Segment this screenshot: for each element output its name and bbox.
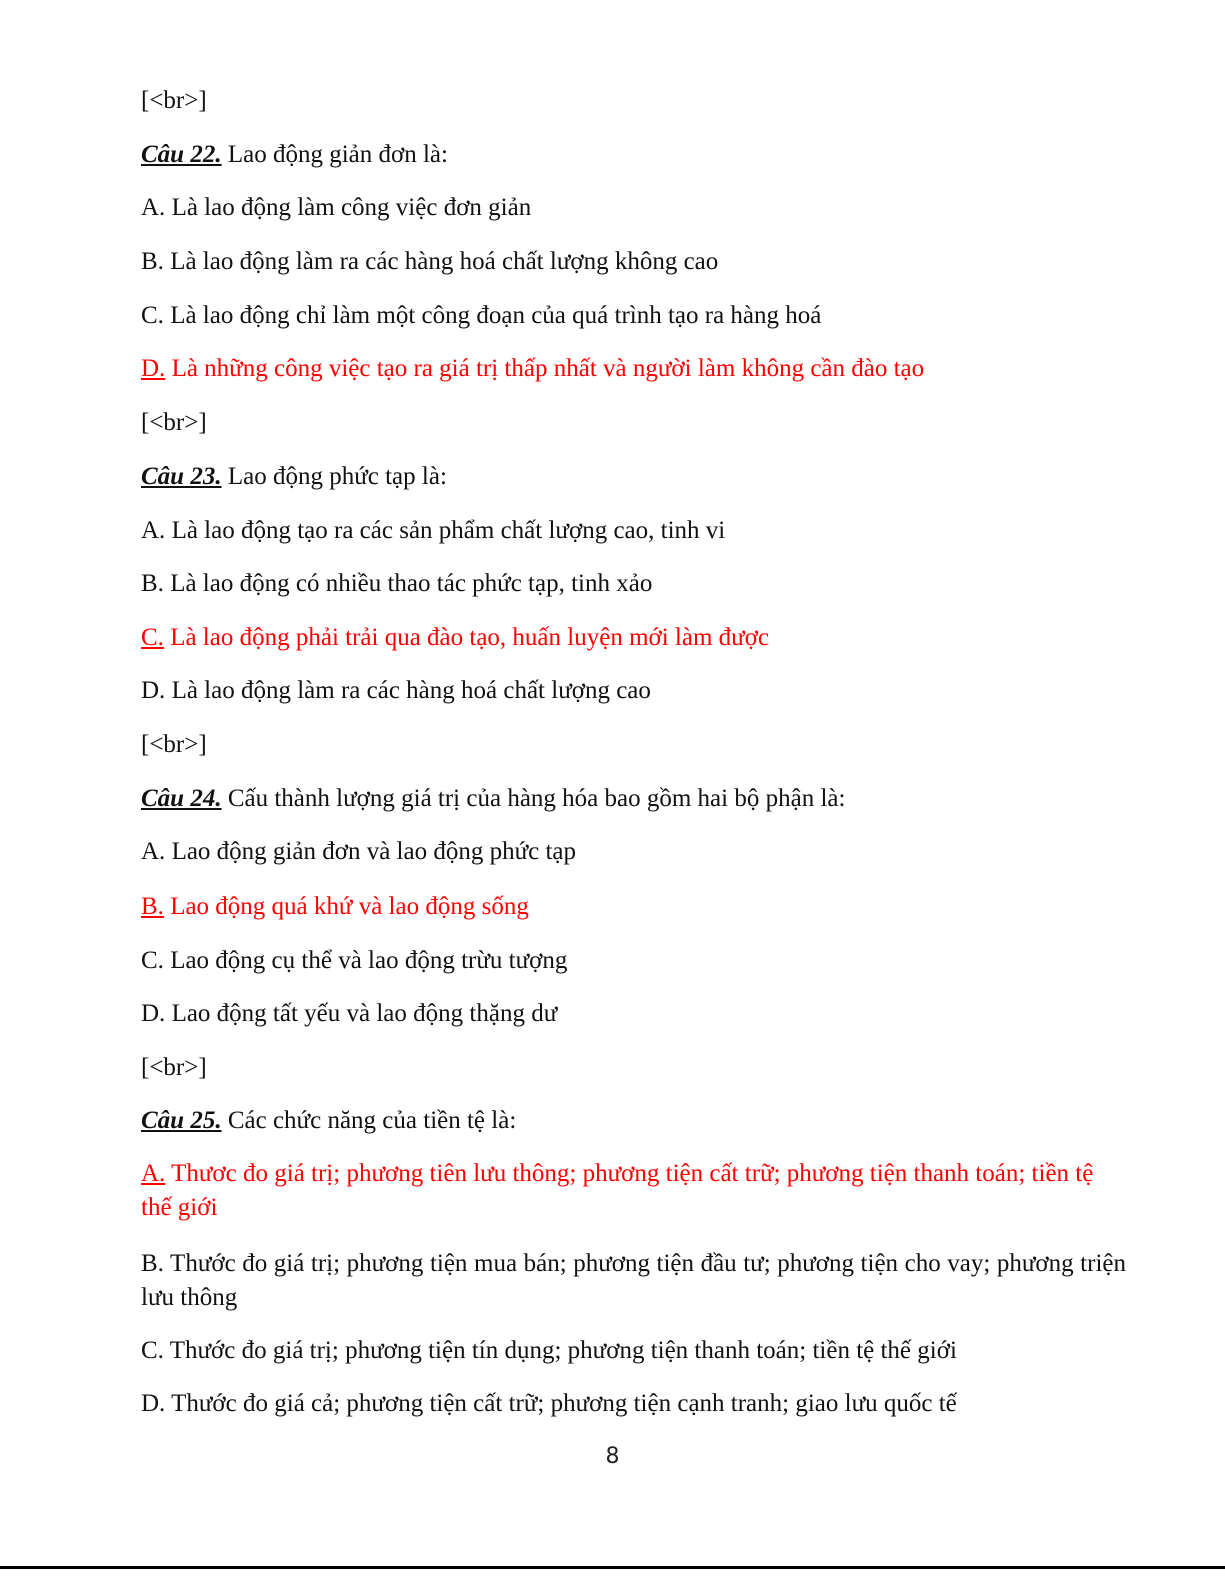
question-label: Câu 24. <box>141 785 222 812</box>
option-text: Lao động quá khứ và lao động sống <box>163 893 529 920</box>
question-23 <box>141 460 1126 494</box>
option-text: Là lao động tạo ra các sản phẩm chất lượng cao, tinh vi <box>165 517 726 544</box>
option-letter: B. <box>141 248 164 275</box>
option-text: Là lao động có nhiều thao tác phức tạp, tinh xảo <box>163 570 653 597</box>
option-letter: D. <box>141 1000 166 1027</box>
option-25-b <box>141 1247 1126 1315</box>
question-text: Cấu thành lượng giá trị của hàng hóa bao gồm hai bộ phận là: <box>221 785 846 812</box>
option-text: Là lao động làm ra các hàng hoá chất lượng không cao <box>163 248 719 275</box>
option-text: Là lao động phải trải qua đào tạo, huấn luyện mới làm được <box>163 624 770 651</box>
question-label: Câu 25. <box>141 1107 222 1134</box>
question-22 <box>141 138 1126 172</box>
option-text: Là lao động chỉ làm một công đoạn của quá trình tạo ra hàng hoá <box>163 302 822 329</box>
option-22-a <box>141 191 1126 225</box>
option-text: Thươc đo giá trị; phương tiên lưu thông; phương tiện cất trữ; phương tiện thanh toán; tiền tệ thế giới <box>141 1160 1094 1221</box>
option-letter: D. <box>141 677 166 704</box>
page-number: 8 <box>605 1444 620 1469</box>
option-text: Thước đo giá trị; phương tiện mua bán; phương tiện đầu tư; phương tiện cho vay; phương triện lưu thông <box>141 1250 1126 1311</box>
option-22-d-correct <box>141 352 1126 386</box>
option-24-a <box>141 835 1126 869</box>
option-letter: B. <box>141 570 164 597</box>
question-25 <box>141 1104 1126 1138</box>
option-letter: D. <box>141 1390 166 1417</box>
separator-tag: [<br>] <box>141 87 207 114</box>
option-text: Là những công việc tạo ra giá trị thấp nhất và người làm không cần đào tạo <box>165 355 925 382</box>
option-text: Lao động giản đơn và lao động phức tạp <box>165 838 577 865</box>
option-text: Là lao động làm công việc đơn giản <box>165 194 532 221</box>
question-label: Câu 23. <box>141 463 222 490</box>
option-text: Là lao động làm ra các hàng hoá chất lượng cao <box>165 677 651 704</box>
option-22-b <box>141 245 1126 279</box>
question-text: Lao động phức tạp là: <box>221 463 447 490</box>
option-text: Thước đo giá trị; phương tiện tín dụng; phương tiện thanh toán; tiền tệ thế giới <box>163 1337 957 1364</box>
option-letter: A. <box>141 194 166 221</box>
option-letter: D. <box>141 355 166 382</box>
option-24-c <box>141 944 1126 978</box>
option-letter: C. <box>141 302 164 329</box>
option-22-c <box>141 299 1126 333</box>
option-25-d <box>141 1387 1126 1421</box>
question-text: Các chức năng của tiền tệ là: <box>221 1107 517 1134</box>
separator-tag: [<br>] <box>141 731 207 758</box>
option-24-b-correct <box>141 890 1126 924</box>
option-25-c <box>141 1334 1126 1368</box>
question-text: Lao động giản đơn là: <box>221 141 448 168</box>
separator-tag: [<br>] <box>141 409 207 436</box>
option-25-a-correct <box>141 1157 1126 1225</box>
separator-tag: [<br>] <box>141 1054 207 1081</box>
option-letter: C. <box>141 947 164 974</box>
option-text: Lao động cụ thể và lao động trừu tượng <box>163 947 568 974</box>
option-24-d <box>141 997 1126 1031</box>
option-23-a <box>141 514 1126 548</box>
option-text: Thước đo giá cả; phương tiện cất trữ; phương tiện cạnh tranh; giao lưu quốc tế <box>165 1390 957 1417</box>
option-23-c-correct <box>141 621 1126 655</box>
option-letter: A. <box>141 838 166 865</box>
question-label: Câu 22. <box>141 141 222 168</box>
option-letter: A. <box>141 517 166 544</box>
option-23-d <box>141 674 1126 708</box>
option-letter: C. <box>141 1337 164 1364</box>
option-letter: B. <box>141 1250 164 1277</box>
option-text: Lao động tất yếu và lao động thặng dư <box>165 1000 558 1027</box>
option-23-b <box>141 567 1126 601</box>
option-letter: C. <box>141 624 164 651</box>
option-letter: A. <box>141 1160 166 1187</box>
option-letter: B. <box>141 893 164 920</box>
question-24 <box>141 782 1126 816</box>
bottom-divider <box>0 1566 1225 1569</box>
